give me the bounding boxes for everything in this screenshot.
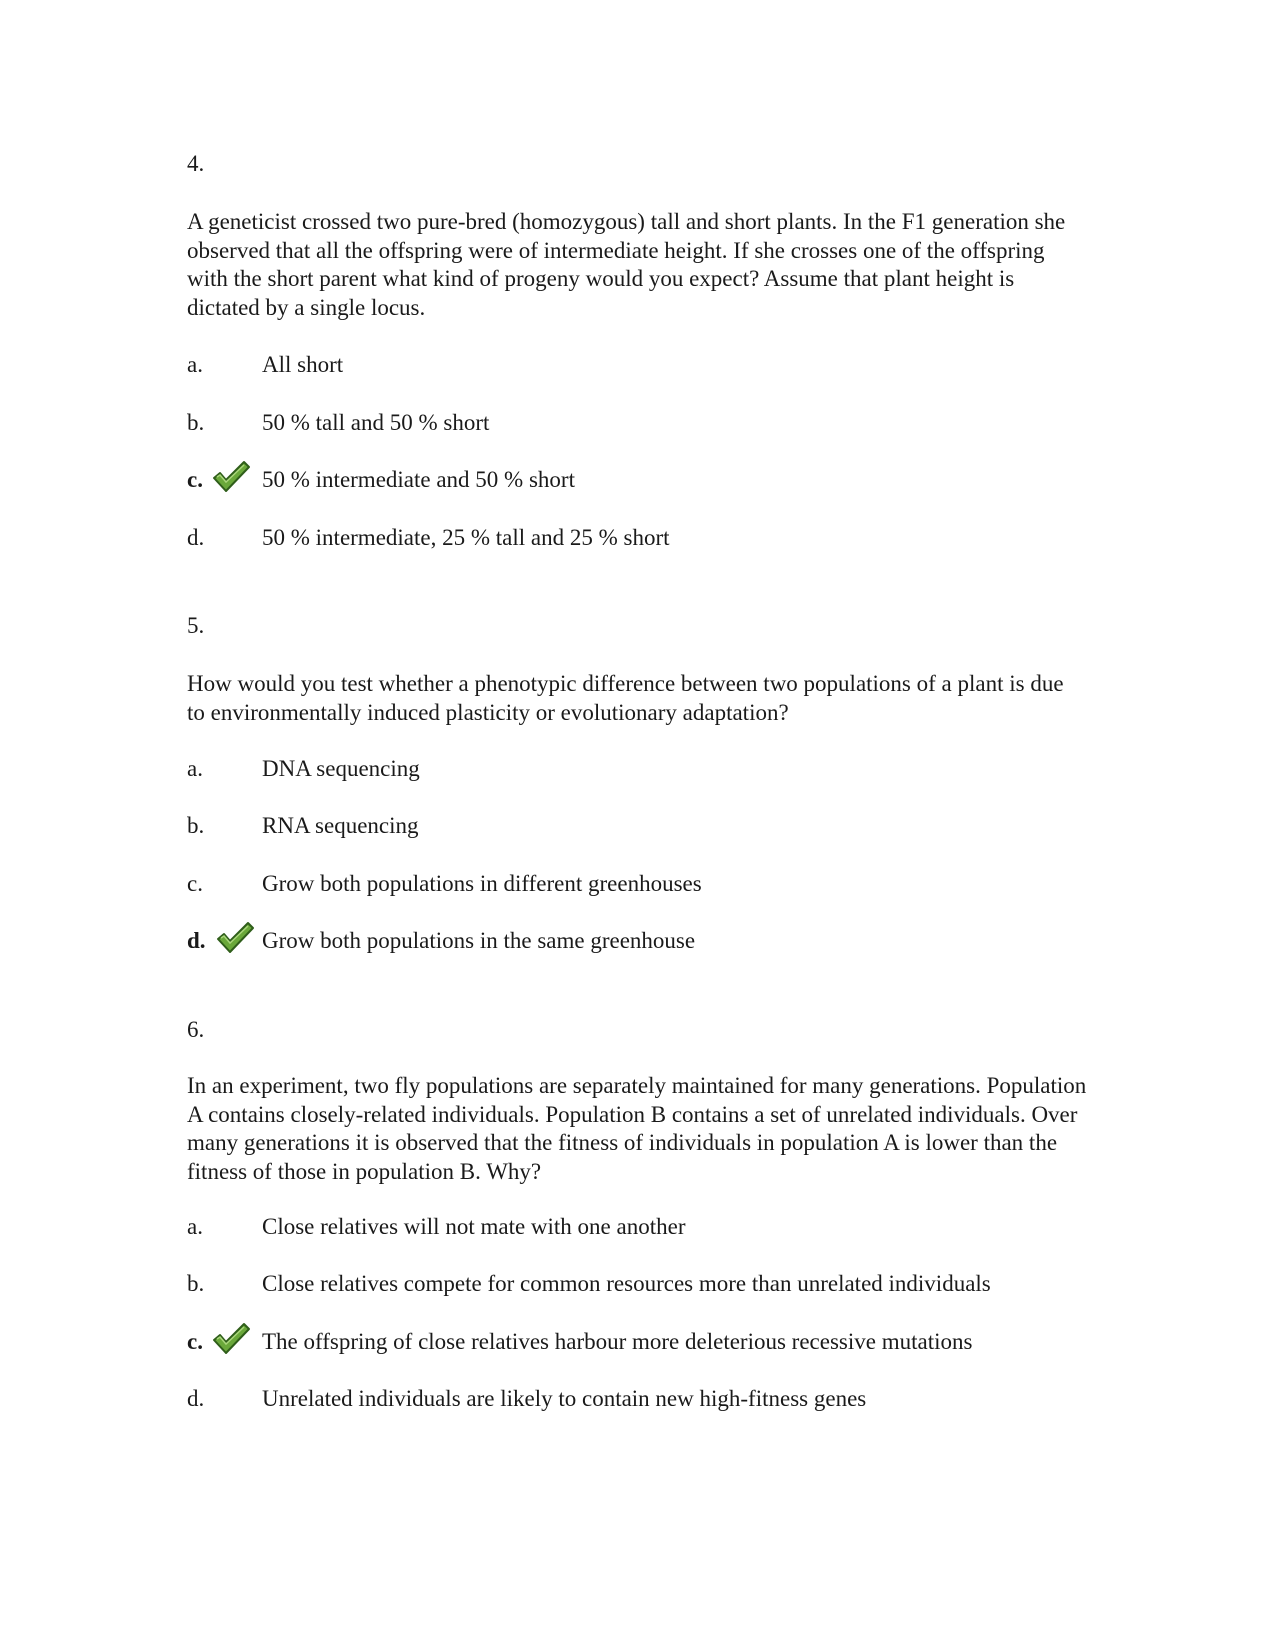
option-text: RNA sequencing <box>262 813 419 838</box>
question-text: How would you test whether a phenotypic difference between two populations of a plant is due to environmentally induced plasticity or evolutionary adaptation? <box>187 671 1064 725</box>
answer-option <box>187 1269 1187 1301</box>
option-letter: d. <box>187 525 205 550</box>
answer-option <box>187 754 1187 786</box>
answer-option <box>187 350 1187 382</box>
checkmark-icon <box>211 1321 251 1357</box>
question-number: 4. <box>187 151 205 176</box>
checkmark-icon <box>211 459 251 495</box>
option-text: The offspring of close relatives harbour more deleterious recessive mutations <box>262 1329 973 1354</box>
question-text: In an experiment, two fly populations are separately maintained for many generations. Population A contains closely-related individuals. Population B contains a set of unrelated individuals. Over many generations it is observed that the fitness of individuals in population A is lower than the fitness of those in population B. Why? <box>187 1073 1087 1184</box>
option-letter: d. <box>187 1386 205 1411</box>
option-letter: a. <box>187 1214 203 1239</box>
option-letter: c. <box>187 1329 203 1354</box>
answer-option <box>187 523 1187 555</box>
option-letter: c. <box>187 871 203 896</box>
option-letter: a. <box>187 352 203 377</box>
option-letter: a. <box>187 756 203 781</box>
question-text: A geneticist crossed two pure-bred (homozygous) tall and short plants. In the F1 generation she observed that all the offspring were of intermediate height. If she crosses one of the offspring with the short parent what kind of progeny would you expect? Assume that plant height is dictated by a single locus. <box>187 209 1066 320</box>
option-letter: b. <box>187 1271 205 1296</box>
option-text: All short <box>262 352 344 377</box>
answer-option <box>187 1384 1187 1416</box>
checkmark-icon <box>215 920 255 956</box>
answer-option <box>187 408 1187 440</box>
question-number: 5. <box>187 613 205 638</box>
option-text: Unrelated individuals are likely to contain new high-fitness genes <box>262 1386 867 1411</box>
option-text: Close relatives compete for common resources more than unrelated individuals <box>262 1271 991 1296</box>
option-text: Grow both populations in the same greenhouse <box>262 928 696 953</box>
option-text: 50 % intermediate and 50 % short <box>262 467 575 492</box>
answer-option <box>187 869 1187 901</box>
option-letter: b. <box>187 410 205 435</box>
option-letter: b. <box>187 813 205 838</box>
option-letter: d. <box>187 928 206 953</box>
option-letter: c. <box>187 467 203 492</box>
option-text: 50 % intermediate, 25 % tall and 25 % short <box>262 525 670 550</box>
option-text: 50 % tall and 50 % short <box>262 410 490 435</box>
question-number: 6. <box>187 1017 205 1042</box>
answer-option <box>187 811 1187 843</box>
answer-option-correct <box>187 926 1187 958</box>
answer-option-correct <box>187 1327 1187 1359</box>
option-text: Close relatives will not mate with one another <box>262 1214 686 1239</box>
option-text: DNA sequencing <box>262 756 420 781</box>
answer-option <box>187 1212 1187 1244</box>
answer-option-correct <box>187 465 1187 497</box>
option-text: Grow both populations in different greenhouses <box>262 871 702 896</box>
